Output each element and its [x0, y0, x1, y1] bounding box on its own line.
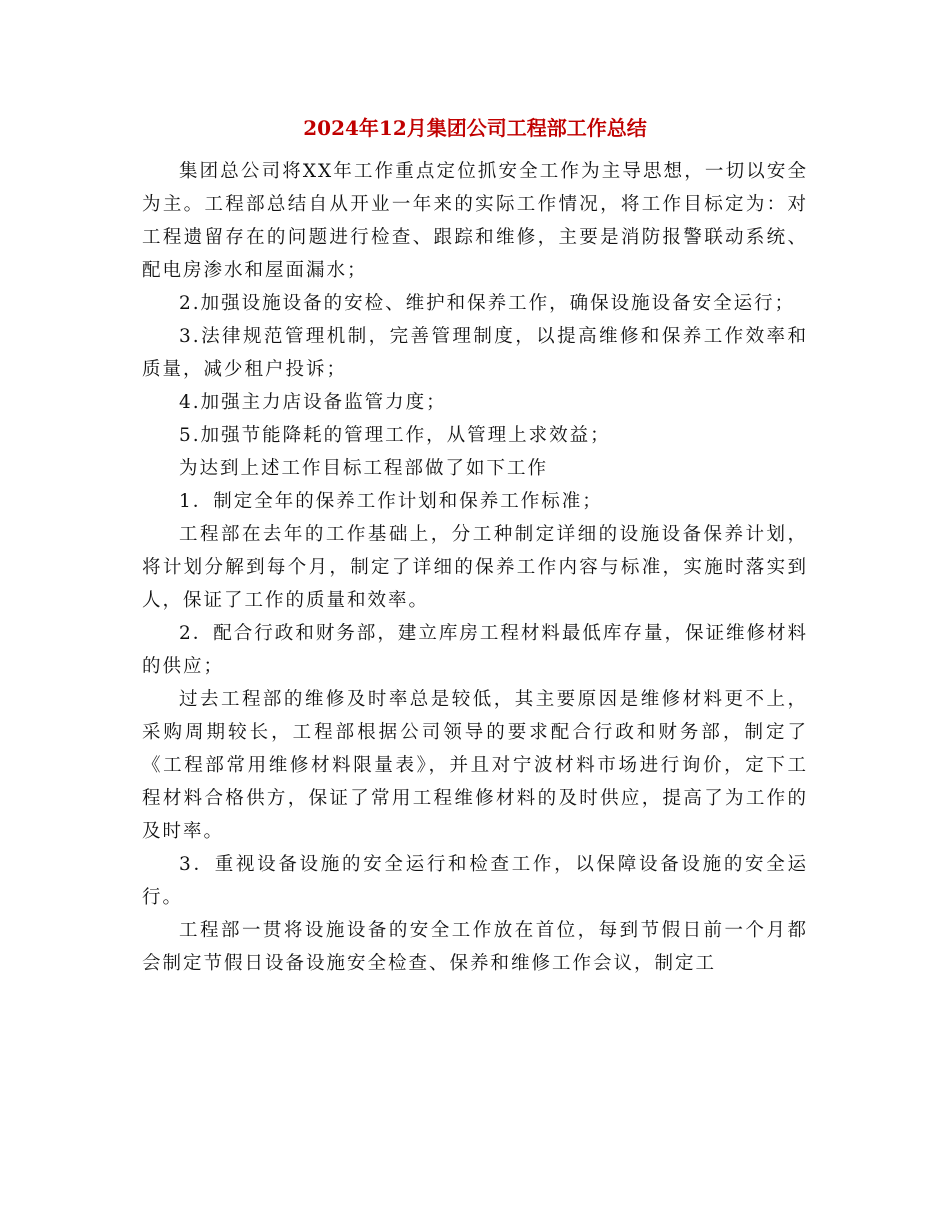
paragraph: 1．制定全年的保养工作计划和保养工作标准；	[179, 491, 603, 512]
paragraph: 5.加强节能降耗的管理工作，从管理上求效益；	[179, 425, 611, 446]
document-body	[142, 155, 808, 980]
paragraph: 过去工程部的维修及时率总是较低，其主要原因是维修材料更不上，采购周期较长，工程部根据公司领导的要求配合行政和财务部，制定了《工程部常用维修材料限量表》，并且对宁波材料市场进行询价，定下工程材料合格供方，保证了常用工程维修材料的及时供应，提高了为工作的及时率。	[142, 689, 808, 842]
paragraph: 3.法律规范管理机制，完善管理制度，以提高维修和保养工作效率和质量，减少租户投诉；	[142, 326, 808, 380]
paragraph: 4.加强主力店设备监管力度；	[179, 392, 447, 413]
paragraph: 3．重视设备设施的安全运行和检查工作，以保障设备设施的安全运行。	[142, 854, 808, 908]
paragraph: 工程部一贯将设施设备的安全工作放在首位，每到节假日前一个月都会制定节假日设备设施安全检查、保养和维修工作会议，制定工	[142, 920, 808, 974]
paragraph: 为达到上述工作目标工程部做了如下工作	[179, 458, 549, 479]
paragraph: 2.加强设施设备的安检、维护和保养工作，确保设施设备安全运行；	[179, 293, 796, 314]
paragraph: 2．配合行政和财务部，建立库房工程材料最低库存量，保证维修材料的供应；	[142, 623, 808, 677]
paragraph: 集团总公司将XX年工作重点定位抓安全工作为主导思想，一切以安全为主。工程部总结自从开业一年来的实际工作情况，将工作目标定为：对工程遗留存在的问题进行检查、跟踪和维修，主要是消防报警联动系统、配电房渗水和屋面漏水；	[142, 161, 808, 281]
document-title: 2024年12月集团公司工程部工作总结	[303, 116, 647, 140]
paragraph: 工程部在去年的工作基础上，分工种制定详细的设施设备保养计划，将计划分解到每个月，制定了详细的保养工作内容与标准，实施时落实到人，保证了工作的质量和效率。	[142, 524, 808, 611]
